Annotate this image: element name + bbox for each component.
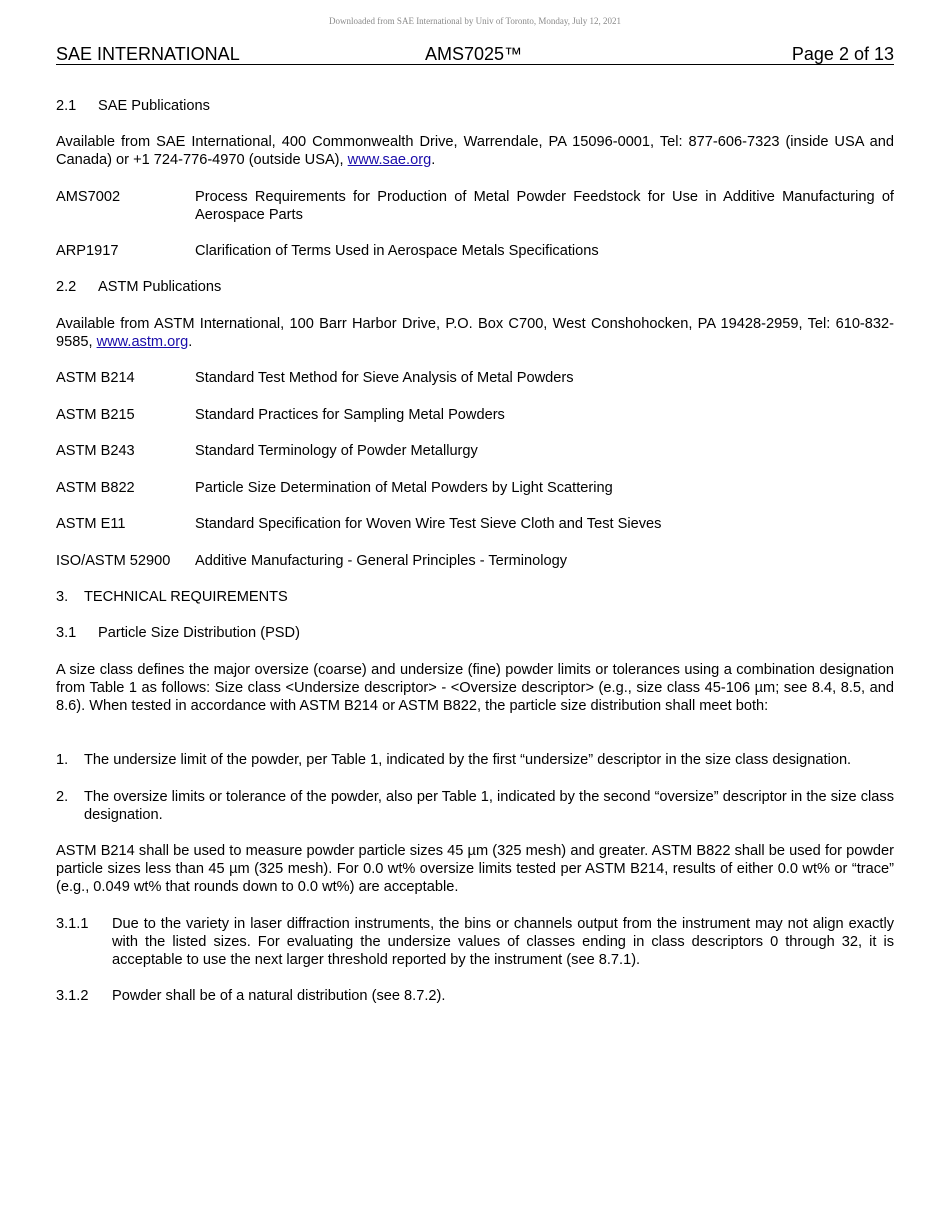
- sae-availability-paragraph: [56, 133, 894, 169]
- section-heading-2-2: [56, 278, 894, 296]
- section-title: TECHNICAL REQUIREMENTS: [84, 589, 288, 605]
- list-item: [56, 788, 894, 824]
- list-text: The undersize limit of the powder, per Table 1, indicated by the first “undersize” descriptor in the size class designation.: [84, 752, 852, 768]
- download-watermark: Downloaded from SAE International by Univ of Toronto, Monday, July 12, 2021: [328, 16, 622, 26]
- subsection-3-1-1: [56, 915, 894, 969]
- availability-end: .: [431, 152, 436, 168]
- reference-code: ASTM B243: [56, 443, 135, 459]
- psd-intro-paragraph: A size class defines the major oversize (coarse) and undersize (fine) powder limits or tolerances using a combination designation from Table 1 as follows: Size class <Undersize descriptor> - <Oversize descriptor> (e.g., size class 45-106 µm; see 8.4, 8.5, and 8.6). When tested in accordance with ASTM B214 or ASTM B822, the particle size distribution shall meet both:: [56, 662, 894, 714]
- reference-title: Standard Specification for Woven Wire Test Sieve Cloth and Test Sieves: [195, 516, 662, 532]
- reference-row: [56, 406, 894, 424]
- section-heading-2-1: [56, 97, 894, 115]
- sae-website-link[interactable]: www.sae.org: [347, 152, 432, 168]
- subsection-number: 3.1.2: [56, 988, 89, 1004]
- list-item: [56, 751, 894, 769]
- section-number: 2.1: [56, 98, 77, 114]
- reference-row: [56, 242, 894, 260]
- reference-title: Particle Size Determination of Metal Powders by Light Scattering: [195, 480, 613, 496]
- subsection-text: Due to the variety in laser diffraction instruments, the bins or channels output from the instrument may not align exactly with the listed sizes. For evaluating the undersize values of classes ending in class descriptors 0 through 32, it is acceptable to use the next larger threshold reported by the instrument (see 8.7.1).: [112, 916, 894, 968]
- reference-title: Process Requirements for Production of Metal Powder Feedstock for Use in Additive Manufacturing of Aerospace Parts: [195, 189, 894, 223]
- header-org: SAE INTERNATIONAL: [56, 44, 240, 64]
- availability-end: .: [188, 334, 193, 350]
- reference-code: ASTM B214: [56, 370, 135, 386]
- list-marker: 2.: [56, 789, 69, 805]
- reference-title: Additive Manufacturing - General Principles - Terminology: [195, 553, 568, 569]
- reference-code: AMS7002: [56, 189, 121, 205]
- reference-code: ISO/ASTM 52900: [56, 553, 171, 569]
- astm-availability-paragraph: [56, 315, 894, 351]
- reference-row: [56, 515, 894, 533]
- section-number: 2.2: [56, 279, 77, 295]
- section-number: 3.: [56, 589, 69, 605]
- header-doc-id: AMS7025™: [425, 44, 523, 64]
- reference-row: [56, 369, 894, 387]
- section-title: SAE Publications: [98, 98, 210, 114]
- section-heading-3-1: [56, 624, 894, 642]
- availability-text: Available from SAE International, 400 Commonwealth Drive, Warrendale, PA 15096-0001, Tel: 877-606-7323 (inside USA and Canada) or +1 724-776-4970 (outside USA),: [56, 134, 894, 168]
- list-text: The oversize limits or tolerance of the powder, also per Table 1, indicated by the second “oversize” descriptor in the size class designation.: [84, 789, 894, 823]
- subsection-number: 3.1.1: [56, 916, 89, 932]
- section-number: 3.1: [56, 625, 77, 641]
- reference-code: ASTM B822: [56, 480, 135, 496]
- reference-row: [56, 188, 894, 224]
- subsection-3-1-2: [56, 987, 894, 1005]
- reference-row: [56, 479, 894, 497]
- reference-code: ARP1917: [56, 243, 119, 259]
- subsection-text: Powder shall be of a natural distribution (see 8.7.2).: [112, 988, 446, 1004]
- sieve-method-paragraph: ASTM B214 shall be used to measure powder particle sizes 45 µm (325 mesh) and greater. ASTM B822 shall be used for powder particle sizes less than 45 µm (325 mesh). For 0.0 wt% oversize limits tested per ASTM B214, results of either 0.0 wt% or “trace” (e.g., 0.049 wt% that rounds down to 0.0 wt%) are acceptable.: [56, 843, 894, 895]
- reference-row: [56, 552, 894, 570]
- astm-website-link[interactable]: www.astm.org: [96, 334, 189, 350]
- reference-code: ASTM E11: [56, 516, 126, 532]
- header-page-number: Page 2 of 13: [791, 44, 894, 64]
- section-title: ASTM Publications: [98, 279, 222, 295]
- reference-title: Standard Practices for Sampling Metal Powders: [195, 407, 505, 423]
- reference-title: Standard Test Method for Sieve Analysis of Metal Powders: [195, 370, 574, 386]
- availability-text: Available from ASTM International, 100 Barr Harbor Drive, P.O. Box C700, West Conshohocken, PA 19428-2959, Tel: 610-832-9585,: [56, 316, 894, 350]
- reference-row: [56, 442, 894, 460]
- section-title: Particle Size Distribution (PSD): [98, 625, 300, 641]
- list-marker: 1.: [56, 752, 69, 768]
- section-heading-3: [56, 588, 894, 606]
- reference-title: Standard Terminology of Powder Metallurgy: [195, 443, 478, 459]
- reference-title: Clarification of Terms Used in Aerospace Metals Specifications: [195, 243, 599, 259]
- reference-code: ASTM B215: [56, 407, 135, 423]
- page-header: [56, 44, 894, 65]
